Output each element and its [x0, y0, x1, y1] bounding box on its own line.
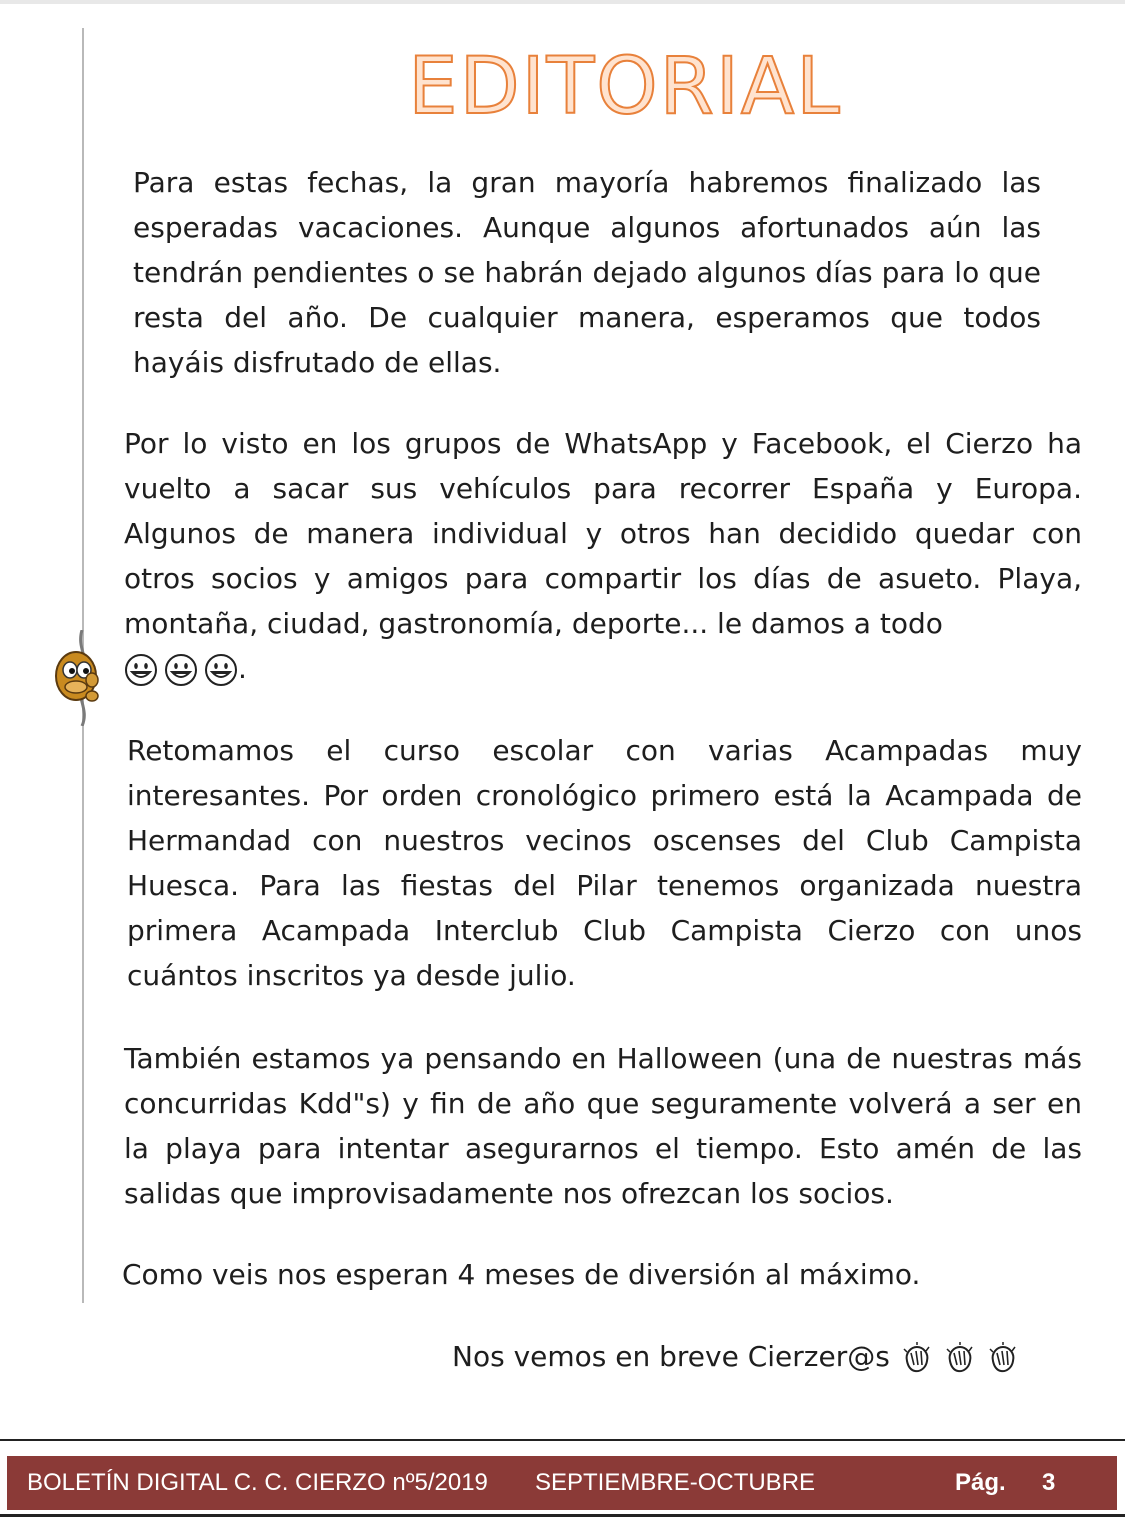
signoff: [452, 1334, 1019, 1379]
clapping-hands-icon: [987, 1341, 1019, 1375]
paragraph-summer-trips: [124, 421, 1082, 691]
paragraph-closing: Como veis nos esperan 4 meses de diversión al máximo.: [122, 1258, 921, 1291]
clapping-hands-icon: [944, 1341, 976, 1375]
page-title: EDITORIAL: [408, 42, 842, 132]
bottom-rule: [0, 1514, 1125, 1517]
footer-publication: BOLETÍN DIGITAL C. C. CIERZO nº5/2019: [27, 1469, 488, 1496]
footer-page-number: 3: [1042, 1469, 1056, 1496]
peeking-mascot-icon: [52, 630, 108, 726]
clapping-hands-icon: [901, 1341, 933, 1375]
top-rule: [0, 0, 1125, 4]
paragraph-intro: Para estas fechas, la gran mayoría habremos finalizado las esperadas vacaciones. Aunque algunos afortunados aún las tendrán pendientes o se habrán dejado algunos días para lo que resta del año. De cualquier manera, esperamos que todos hayáis disfrutado de ellas.: [133, 166, 1041, 379]
grinning-face-icon: [204, 653, 238, 687]
grinning-face-icon: [124, 653, 158, 687]
footer-page-label: Pág.: [955, 1469, 1006, 1496]
paragraph-summer-trips-end: .: [238, 652, 247, 685]
paragraph-camps: Retomamos el curso escolar con varias Acampadas muy interesantes. Por orden cronológico primero está la Acampada de Hermandad con nuestros vecinos oscenses del Club Campista Huesca. Para las fiestas del Pilar tenemos organizada nuestra primera Acampada Interclub Club Campista Cierzo con unos cuántos inscritos ya desde julio.: [127, 734, 1082, 992]
footer-bar: [7, 1456, 1117, 1510]
footer-period: SEPTIEMBRE-OCTUBRE: [535, 1469, 816, 1496]
emoji-row: [124, 653, 238, 687]
grinning-face-icon: [164, 653, 198, 687]
signoff-text: Nos vemos en breve Cierzer@s: [452, 1340, 890, 1373]
paragraph-halloween: También estamos ya pensando en Halloween (una de nuestras más concurridas Kdd"s) y fin de año que seguramente volverá a ser en la playa para intentar asegurarnos el tiempo. Esto amén de las salidas que improvisadamente nos ofrezcan los socios.: [124, 1042, 1082, 1210]
paragraph-summer-trips-text: Por lo visto en los grupos de WhatsApp y Facebook, el Cierzo ha vuelto a sacar sus vehículos para recorrer España y Europa. Algunos de manera individual y otros han decidido quedar con otros socios y amigos para compartir los días de asueto. Playa, montaña, ciudad, gastronomía, deporte... le damos a todo: [124, 427, 1082, 640]
footer-rule: [0, 1439, 1125, 1441]
